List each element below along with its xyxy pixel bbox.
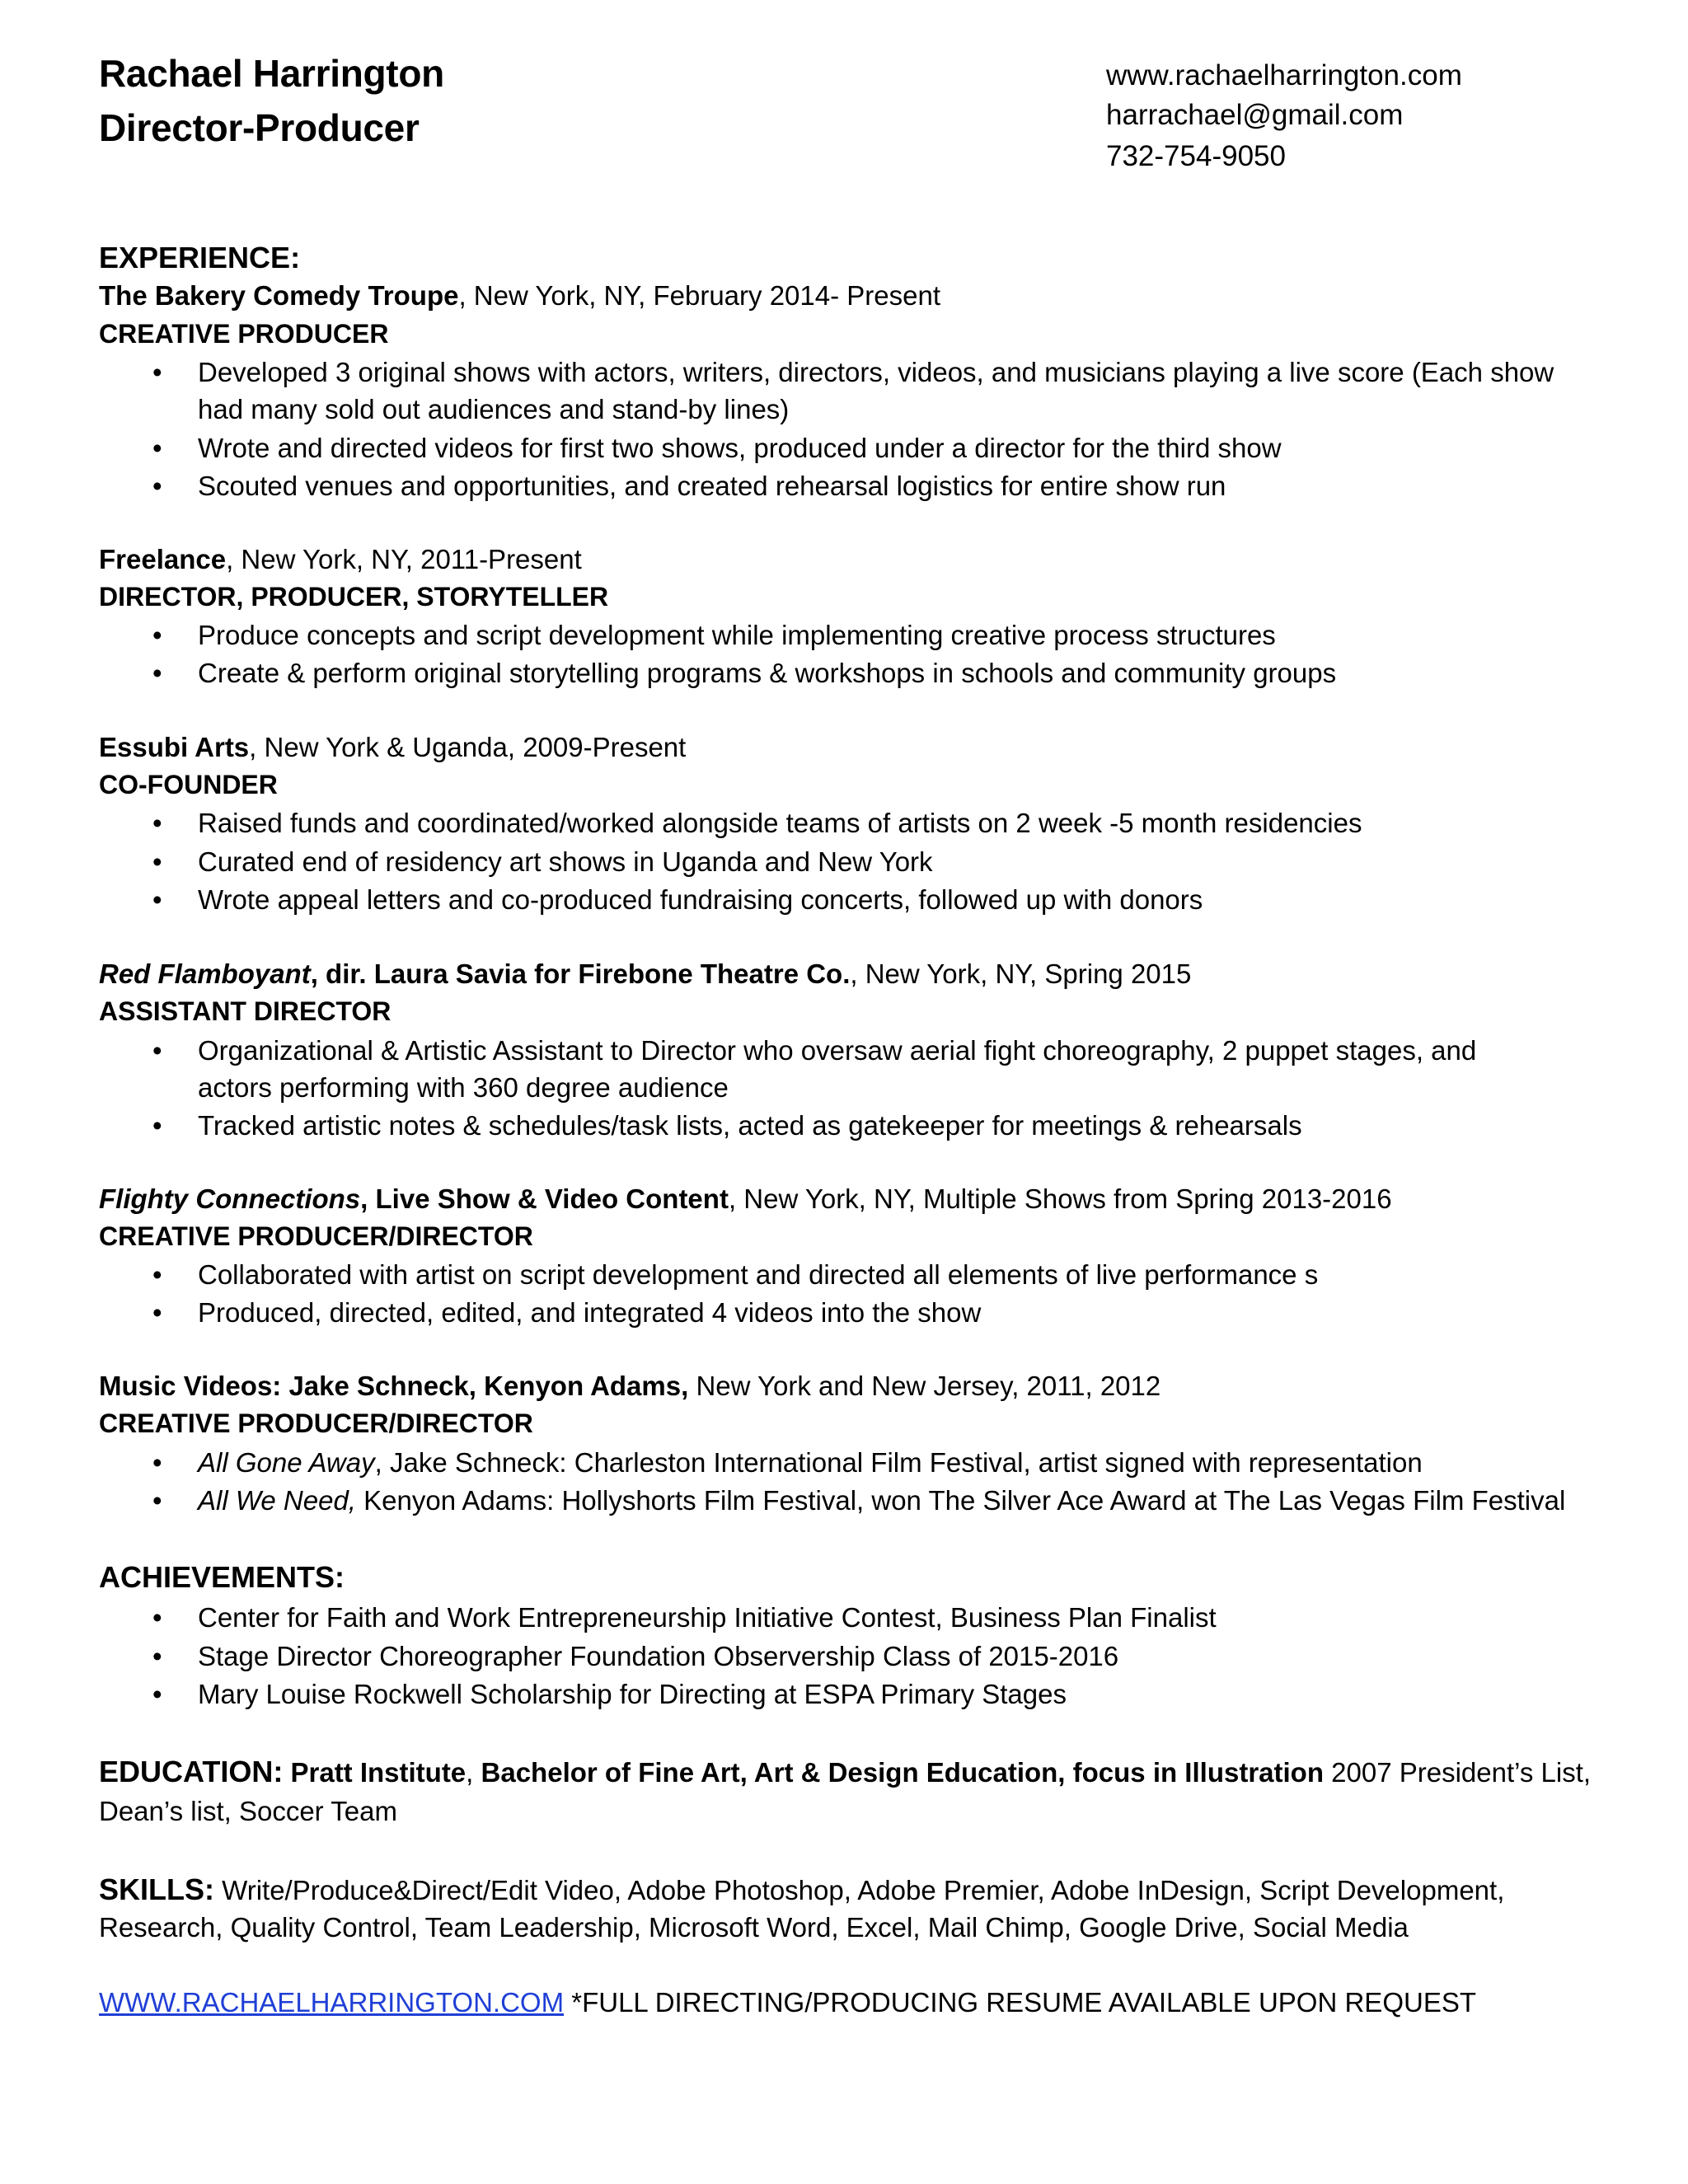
- job-details: New York and New Jersey, 2011, 2012: [688, 1371, 1161, 1401]
- job-details: , New York, NY, Spring 2015: [850, 958, 1192, 989]
- education-line: [99, 1755, 1591, 1789]
- bullet-icon: •: [152, 471, 162, 501]
- work-title: All We Need,: [198, 1485, 356, 1516]
- work-title: All Gone Away: [198, 1447, 375, 1478]
- bullet-icon: •: [152, 1259, 162, 1290]
- bullet-icon: •: [152, 1679, 162, 1709]
- education-degree: Bachelor of Fine Art, Art & Design Education, focus in Illustration: [481, 1757, 1324, 1788]
- job-role: CO-FOUNDER: [99, 770, 278, 799]
- job-role: DIRECTOR, PRODUCER, STORYTELLER: [99, 582, 609, 612]
- job-org-italic: Flighty Connections: [99, 1183, 361, 1214]
- job-details: , New York, NY, Multiple Shows from Spring 2013-2016: [728, 1183, 1392, 1214]
- work-description: , Jake Schneck: Charleston International Film Festival, artist signed with representation: [374, 1447, 1423, 1478]
- skills-heading: SKILLS:: [99, 1872, 214, 1906]
- job-org: The Bakery Comedy Troupe: [99, 280, 459, 311]
- job-role: CREATIVE PRODUCER: [99, 319, 389, 349]
- job-bullet: Wrote appeal letters and co-produced fundraising concerts, followed up with donors: [198, 884, 1203, 915]
- contact-website[interactable]: www.rachaelharrington.com: [1106, 59, 1462, 91]
- skills-list: Write/Produce&Direct/Edit Video, Adobe Photoshop, Adobe Premier, Adobe InDesign, Script Development,: [214, 1875, 1505, 1905]
- job-bullet: Developed 3 original shows with actors, writers, directors, videos, and musicians playing a live score (Each show: [198, 357, 1554, 387]
- website-link[interactable]: WWW.RACHAELHARRINGTON.COM: [99, 1987, 565, 2018]
- bullet-icon: •: [152, 1602, 162, 1633]
- job-bullet: Scouted venues and opportunities, and created rehearsal logistics for entire show run: [198, 471, 1226, 501]
- bullet-icon: •: [152, 1641, 162, 1671]
- job-bullet: Collaborated with artist on script development and directed all elements of live performance s: [198, 1259, 1319, 1290]
- job-bullet-continued: actors performing with 360 degree audience: [198, 1072, 729, 1103]
- job-details: , New York, NY, 2011-Present: [226, 544, 582, 574]
- experience-heading: EXPERIENCE:: [99, 241, 301, 274]
- bullet-icon: •: [152, 1447, 162, 1478]
- job-org-italic: Red Flamboyant: [99, 958, 311, 989]
- job-bullet: Organizational & Artistic Assistant to Director who oversaw aerial fight choreography, 2 puppet stages, and: [198, 1035, 1477, 1066]
- contact-email[interactable]: harrachael@gmail.com: [1106, 99, 1404, 131]
- achievement-item: Center for Faith and Work Entrepreneurship Initiative Contest, Business Plan Finalist: [198, 1602, 1217, 1633]
- job-header: [99, 1371, 1160, 1402]
- job-role: CREATIVE PRODUCER/DIRECTOR: [99, 1221, 533, 1251]
- education-heading: EDUCATION:: [99, 1755, 284, 1788]
- job-bullet-continued: had many sold out audiences and stand-by lines): [198, 394, 790, 424]
- job-bullet: Wrote and directed videos for first two shows, produced under a director for the third show: [198, 433, 1282, 463]
- contact-phone: 732-754-9050: [1106, 140, 1286, 172]
- bullet-icon: •: [152, 620, 162, 650]
- work-description: Kenyon Adams: Hollyshorts Film Festival, won The Silver Ace Award at The Las Vegas Film Festival: [355, 1485, 1566, 1516]
- job-org: , Live Show & Video Content: [360, 1183, 729, 1214]
- bullet-icon: •: [152, 1035, 162, 1066]
- job-bullet: Produce concepts and script development while implementing creative process structures: [198, 620, 1276, 650]
- skills-line2: Research, Quality Control, Team Leadership, Microsoft Word, Excel, Mail Chimp, Google Drive, Social Media: [99, 1912, 1409, 1943]
- job-bullet: Create & perform original storytelling programs & workshops in schools and community groups: [198, 658, 1337, 688]
- job-role: CREATIVE PRODUCER/DIRECTOR: [99, 1408, 533, 1438]
- job-header: [99, 958, 1191, 990]
- job-details: , New York & Uganda, 2009-Present: [249, 732, 687, 762]
- job-details: , New York, NY, February 2014- Present: [458, 280, 940, 311]
- bullet-icon: •: [152, 1110, 162, 1141]
- achievement-item: Mary Louise Rockwell Scholarship for Directing at ESPA Primary Stages: [198, 1679, 1067, 1709]
- footer-note: *FULL DIRECTING/PRODUCING RESUME AVAILABLE UPON REQUEST: [564, 1987, 1476, 2018]
- job-org: Music Videos: Jake Schneck, Kenyon Adams,: [99, 1371, 689, 1401]
- achievements-heading: ACHIEVEMENTS:: [99, 1560, 345, 1594]
- bullet-icon: •: [152, 357, 162, 387]
- job-bullet: Raised funds and coordinated/worked alongside teams of artists on 2 week -5 month residencies: [198, 808, 1362, 838]
- job-role: ASSISTANT DIRECTOR: [99, 996, 392, 1026]
- job-bullet: [198, 1485, 1565, 1516]
- achievement-item: Stage Director Choreographer Foundation Observership Class of 2015-2016: [198, 1641, 1119, 1671]
- bullet-icon: •: [152, 1297, 162, 1328]
- education-sep: ,: [466, 1757, 481, 1788]
- job-bullet: [198, 1447, 1423, 1479]
- bullet-icon: •: [152, 846, 162, 877]
- bullet-icon: •: [152, 433, 162, 463]
- job-org: , dir. Laura Savia for Firebone Theatre Co.: [310, 958, 851, 989]
- job-org: Freelance: [99, 544, 227, 574]
- job-header: [99, 280, 940, 312]
- bullet-icon: •: [152, 808, 162, 838]
- education-line2: Dean’s list, Soccer Team: [99, 1796, 397, 1826]
- resume-title: Director-Producer: [99, 106, 420, 149]
- job-bullet: Produced, directed, edited, and integrated 4 videos into the show: [198, 1297, 982, 1328]
- education-school: Pratt Institute: [290, 1757, 467, 1788]
- job-bullet: Tracked artistic notes & schedules/task lists, acted as gatekeeper for meetings & rehearsals: [198, 1110, 1302, 1141]
- education-rest: 2007 President’s List,: [1323, 1757, 1592, 1788]
- job-header: [99, 1183, 1392, 1215]
- job-header: [99, 544, 582, 575]
- skills-line: [99, 1872, 1504, 1907]
- resume-name: Rachael Harrington: [99, 52, 444, 95]
- job-header: [99, 732, 686, 763]
- job-org: Essubi Arts: [99, 732, 250, 762]
- bullet-icon: •: [152, 884, 162, 915]
- job-bullet: Curated end of residency art shows in Uganda and New York: [198, 846, 933, 877]
- bullet-icon: •: [152, 658, 162, 688]
- bullet-icon: •: [152, 1485, 162, 1516]
- footer-line: [99, 1987, 1476, 2018]
